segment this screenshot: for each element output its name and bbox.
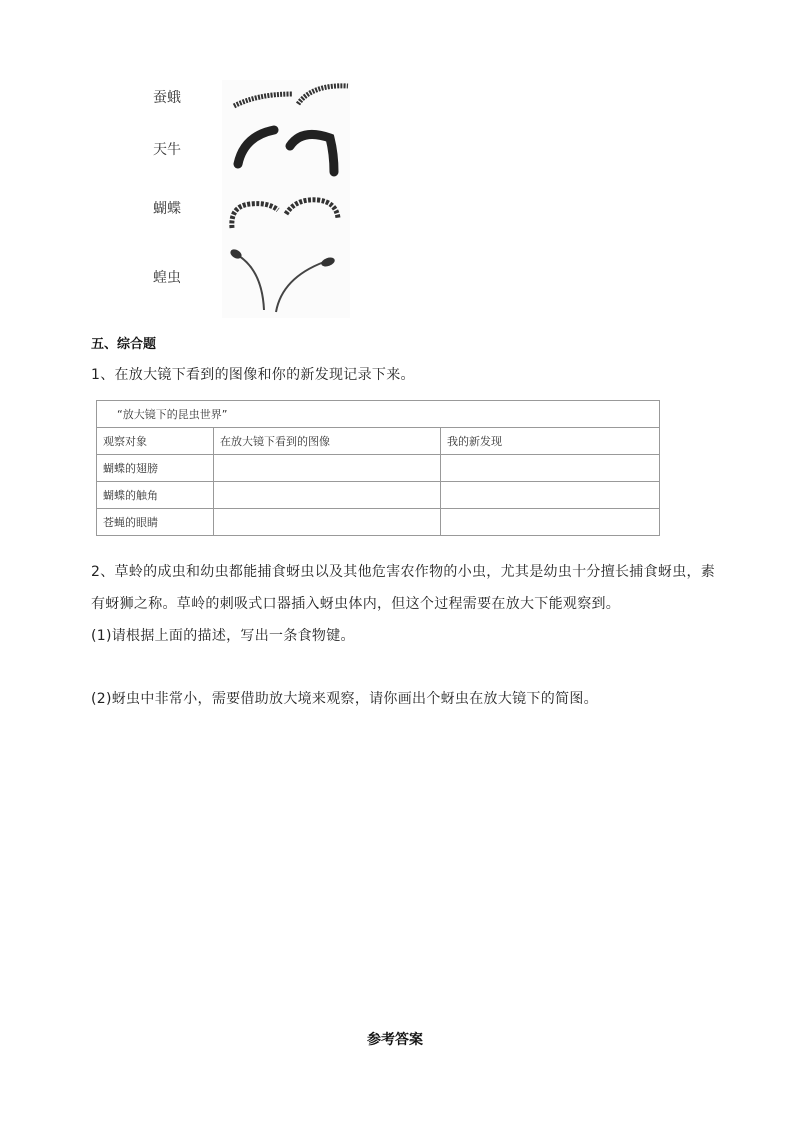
question-1: 1、在放大镜下看到的图像和你的新发现记录下来。 (91, 367, 415, 383)
row-object: 蝴蝶的翅膀 (97, 455, 214, 482)
table-header-row (97, 428, 660, 455)
label-locust: 蝗虫 (153, 270, 181, 286)
row-object: 苍蝇的眼睛 (97, 509, 214, 536)
label-butterfly: 蝴蝶 (153, 201, 181, 217)
question-2-line-2: 有蚜狮之称。草岭的刺吸式口器插入蚜虫体内，但这个过程需要在放大下能观察到。 (91, 596, 621, 612)
record-table (96, 400, 660, 536)
question-2-line-1: 2、草蛉的成虫和幼虫都能捕食蚜虫以及其他危害农作物的小虫，尤其是幼虫十分擅长捕食蚜虫，素 (91, 564, 716, 580)
row-image-cell[interactable] (214, 509, 441, 536)
table-title-row (97, 401, 660, 428)
header-image: 在放大镜下看到的图像 (214, 428, 441, 455)
table-row (97, 509, 660, 536)
table-row (97, 455, 660, 482)
table-title: “放大镜下的昆虫世界” (97, 401, 660, 428)
label-silkmoth: 蚕蛾 (153, 90, 181, 106)
locust-antennae (229, 248, 336, 312)
antennae-figure (222, 80, 350, 318)
silkmoth-antennae (234, 86, 348, 106)
butterfly-antennae (232, 200, 338, 228)
longhorn-antennae (238, 130, 334, 172)
row-finding-cell[interactable] (441, 509, 660, 536)
table-row (97, 482, 660, 509)
row-finding-cell[interactable] (441, 482, 660, 509)
row-image-cell[interactable] (214, 482, 441, 509)
row-finding-cell[interactable] (441, 455, 660, 482)
section-title: 五、综合题 (91, 337, 157, 352)
header-object: 观察对象 (97, 428, 214, 455)
label-longhorn: 天牛 (153, 142, 181, 158)
header-finding: 我的新发现 (441, 428, 660, 455)
question-2-sub-1: (1)请根据上面的描述，写出一条食物键。 (91, 628, 355, 644)
row-object: 蝴蝶的触角 (97, 482, 214, 509)
question-2-sub-2: (2)蚜虫中非常小，需要借助放大境来观察，请你画出个蚜虫在放大镜下的简图。 (91, 691, 598, 707)
antennae-illustration (222, 80, 350, 318)
row-image-cell[interactable] (214, 455, 441, 482)
answers-title: 参考答案 (367, 1032, 423, 1048)
